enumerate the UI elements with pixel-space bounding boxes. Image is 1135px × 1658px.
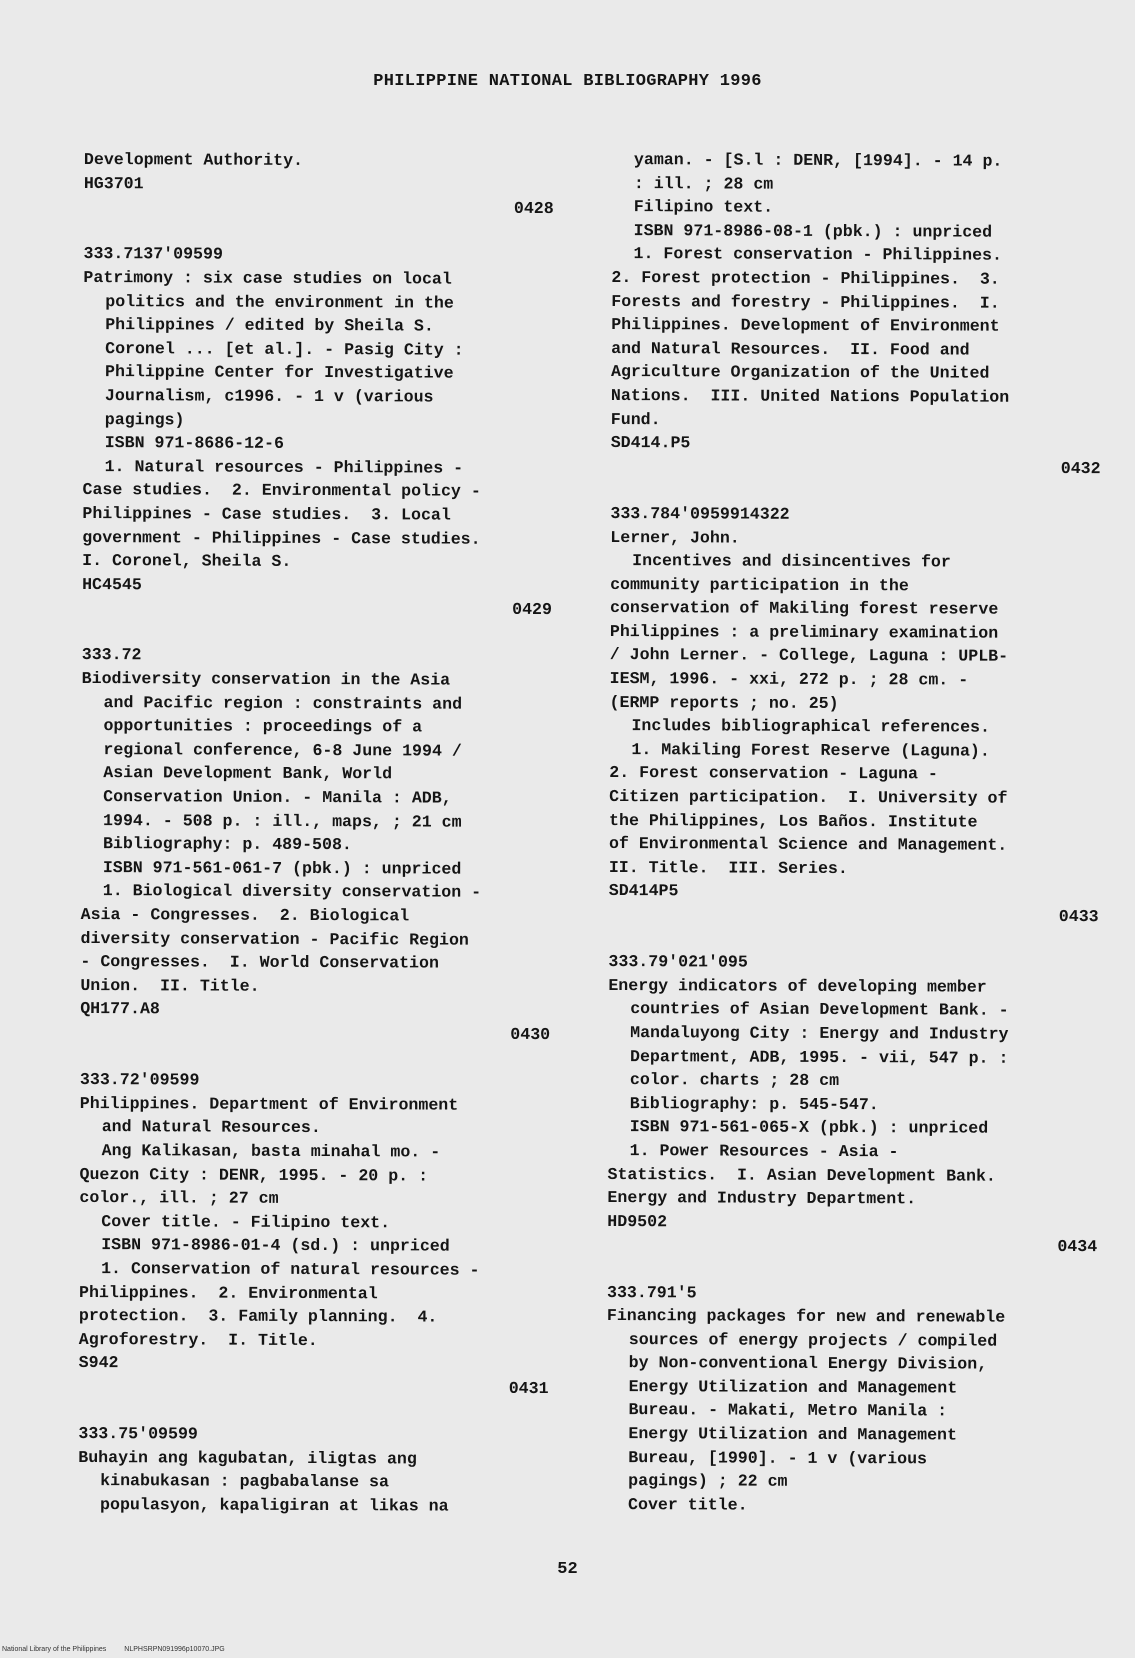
entry-line: Patrimony : six case studies on local <box>83 267 452 289</box>
entry-line: 333.75'09599 <box>78 1424 198 1444</box>
entry-line: HD9502 <box>607 1211 668 1231</box>
entry-number: 0429 <box>512 600 553 620</box>
entry-line: Philippine Center for Investigative <box>104 362 454 383</box>
entry-line: Coronel ... [et al.]. - Pasig City : <box>105 338 464 360</box>
entry-line: 333.7137'09599 <box>83 244 224 264</box>
page-title: PHILIPPINE NATIONAL BIBLIOGRAPHY 1996 <box>373 72 762 91</box>
entry-line: II. Title. III. Series. <box>608 857 848 878</box>
entry-line: Biodiversity conservation in the Asia <box>81 669 451 690</box>
entry-line: Energy Utilization and Management <box>628 1376 958 1398</box>
entry-number: 0433 <box>1058 906 1099 927</box>
entry-line: ISBN 971-8986-01-4 (sd.) : unpriced <box>101 1235 450 1256</box>
entry-line: Energy indicators of developing member <box>608 975 987 997</box>
entry-line: SD414.P5 <box>610 433 691 453</box>
entry-number: 0428 <box>513 199 554 219</box>
entry-line: Lerner, John. <box>610 527 740 548</box>
entry-line: 333.79'021'095 <box>608 952 748 972</box>
entry-number: 0432 <box>1060 458 1101 478</box>
entry-line: QH177.A8 <box>80 999 160 1019</box>
entry-line: Philippines. Development of Environment <box>611 315 1000 336</box>
entry-line: 333.72'09599 <box>79 1070 200 1090</box>
entry-separator <box>84 219 554 245</box>
entry-line: Cover title. <box>628 1494 748 1515</box>
entry-line: Case studies. 2. Environmental policy - <box>82 480 481 502</box>
entry-line: (ERMP reports ; no. 25) <box>609 692 839 713</box>
entry-line: Department, ADB, 1995. - vii, 547 p. : <box>629 1046 1009 1068</box>
entry-line: Philippines. 2. Environmental <box>78 1282 378 1303</box>
entry-line: Asian Development Bank, World <box>103 763 393 784</box>
entry-line: ISBN 971-561-061-7 (pbk.) : unpriced <box>102 857 462 879</box>
entry-line: 2. Forest protection - Philippines. 3. <box>611 267 1000 289</box>
entry-line: Fund. <box>610 409 661 429</box>
entry-number: 0434 <box>1057 1237 1098 1257</box>
entry-line: Bibliography: p. 545-547. <box>629 1093 879 1114</box>
entry-line: / John Lerner. - College, Laguna : UPLB- <box>609 645 1009 667</box>
entry-line: Citizen participation. I. University of <box>609 787 1008 808</box>
entry-line: I. Coronel, Sheila S. <box>82 551 292 572</box>
entry-line: Philippines. Department of Environment <box>79 1093 459 1115</box>
entry-line: Energy Utilization and Management <box>628 1424 958 1445</box>
entry-line: Energy and Industry Department. <box>607 1188 917 1209</box>
entry-line: Incentives and disincentives for <box>632 551 951 572</box>
entry-separator <box>80 1045 550 1071</box>
footer-file: NLPHSRPN091996p10070.JPG <box>124 1646 225 1653</box>
entry-line: - Congresses. I. World Conservation <box>80 952 439 973</box>
entry-line: 1. Natural resources - Philippines - <box>104 456 464 478</box>
entry-line: Philippines : a preliminary examination <box>609 621 999 643</box>
entry-line: Bibliography: p. 489-508. <box>102 834 352 855</box>
entry-line: 1. Power Resources - Asia - <box>629 1141 899 1162</box>
entry-separator <box>608 927 1098 953</box>
entry-line: and Natural Resources. <box>101 1117 321 1138</box>
scan-footer <box>2 1646 243 1653</box>
entry-line: IESM, 1996. - xxi, 272 p. ; 28 cm. - <box>609 669 969 690</box>
entry-line: S942 <box>78 1353 119 1373</box>
entry-line: HC4545 <box>82 574 142 594</box>
entry-line: government - Philippines - Case studies. <box>82 527 481 549</box>
entry-line: Agroforestry. I. Title. <box>78 1329 318 1350</box>
entry-line: 1994. - 508 p. : ill., maps, ; 21 cm <box>103 810 462 832</box>
entry-line: 1. Biological diversity conservation - <box>102 881 482 903</box>
entry-line: yaman. - [S.l : DENR, [1994]. - 14 p. <box>633 150 1003 171</box>
entry-line: ISBN 971-8686-12-6 <box>104 433 285 454</box>
entry-line: Union. II. Title. <box>80 975 260 996</box>
entry-line: SD414P5 <box>608 881 679 901</box>
entry-line: and Pacific region : constraints and <box>103 692 463 714</box>
entry-line: community participation in the <box>610 574 909 595</box>
entry-line: pagings) ; 22 cm <box>628 1471 788 1492</box>
entry-line: 333.791'5 <box>606 1282 697 1302</box>
entry-line: Philippines - Case studies. 3. Local <box>82 503 451 525</box>
entry-line: Includes bibliographical references. <box>631 716 991 737</box>
entry-line: Nations. III. United Nations Population <box>610 385 1010 407</box>
entry-line: pagings) <box>104 409 185 429</box>
entry-line: kinabukasan : pagbabalanse sa <box>100 1471 390 1492</box>
entry-line: conservation of Makiling forest reserve <box>609 598 999 619</box>
entry-line: Filipino text. <box>633 197 774 217</box>
entry-line: sources of energy projects / compiled <box>628 1329 998 1351</box>
entry-line: opportunities : proceedings of a <box>103 716 423 737</box>
entry-line: Buhayin ang kagubatan, iligtas ang <box>78 1447 417 1469</box>
entry-line: Cover title. - Filipino text. <box>101 1211 391 1233</box>
entry-line: of Environmental Science and Management. <box>608 834 1008 855</box>
bibliography-column-left <box>78 148 554 1518</box>
entry-line: countries of Asian Development Bank. - <box>630 999 1009 1021</box>
entry-line: Asia - Congresses. 2. Biological <box>80 904 410 926</box>
footer-library: National Library of the Philippines <box>2 1646 107 1653</box>
entry-line: Forests and forestry - Philippines. I. <box>611 291 1000 313</box>
entry-line: 333.784'0959914322 <box>610 503 790 524</box>
page-number: 52 <box>557 1560 578 1579</box>
entry-line: diversity conservation - Pacific Region <box>80 928 469 950</box>
entry-line: politics and the environment in the <box>105 291 454 313</box>
entry-number: 0430 <box>510 1024 551 1045</box>
entry-line: Philippines / edited by Sheila S. <box>105 315 434 336</box>
entry-line: protection. 3. Family planning. 4. <box>78 1306 438 1327</box>
entry-line: Journalism, c1996. - 1 v (various <box>104 386 434 407</box>
entry-line: color. charts ; 28 cm <box>629 1070 840 1091</box>
entry-line: Financing packages for new and renewable <box>606 1306 1006 1327</box>
entry-line: Conservation Union. - Manila : ADB, <box>103 787 452 808</box>
entry-line: Development Authority. <box>83 149 304 170</box>
entry-line: HG3701 <box>83 173 144 193</box>
entry-line: 2. Forest conservation - Laguna - <box>609 763 938 784</box>
entry-line: 1. Conservation of natural resources - <box>101 1258 480 1280</box>
bibliography-column-right <box>606 148 1102 1519</box>
entry-line: the Philippines, Los Baños. Institute <box>609 810 978 832</box>
entry-separator <box>607 1257 1097 1283</box>
entry-line: Quezon City : DENR, 1995. - 20 p. : <box>79 1164 429 1186</box>
entry-line: populasyon, kapaligiran at likas na <box>100 1494 449 1516</box>
entry-line: 1. Forest conservation - Philippines. <box>633 244 1003 266</box>
entry-line: Ang Kalikasan, basta minahal mo. - <box>101 1141 441 1162</box>
entry-separator <box>82 620 552 646</box>
entry-line: by Non-conventional Energy Division, <box>628 1353 988 1374</box>
entry-line: color., ill. ; 27 cm <box>79 1188 279 1208</box>
entry-line: 1. Makiling Forest Reserve (Laguna). <box>631 739 990 761</box>
entry-line: Mandaluyong City : Energy and Industry <box>630 1023 1009 1044</box>
entry-line: Bureau, [1990]. - 1 v (various <box>628 1447 928 1469</box>
entry-line: ISBN 971-561-065-X (pbk.) : unpriced <box>629 1117 989 1138</box>
entry-line: : ill. ; 28 cm <box>633 173 774 194</box>
entry-line: Agriculture Organization of the United <box>610 362 990 383</box>
entry-line: regional conference, 6-8 June 1994 / <box>103 739 462 761</box>
entry-line: ISBN 971-8986-08-1 (pbk.) : unpriced <box>633 220 993 242</box>
entry-line: Statistics. I. Asian Development Bank. <box>607 1164 996 1186</box>
entry-line: Bureau. - Makati, Metro Manila : <box>628 1400 948 1421</box>
entry-line: 333.72 <box>81 645 142 665</box>
entry-number: 0431 <box>508 1378 549 1398</box>
entry-line: and Natural Resources. II. Food and <box>611 338 970 360</box>
entry-separator <box>78 1398 548 1424</box>
entry-separator <box>610 478 1100 504</box>
